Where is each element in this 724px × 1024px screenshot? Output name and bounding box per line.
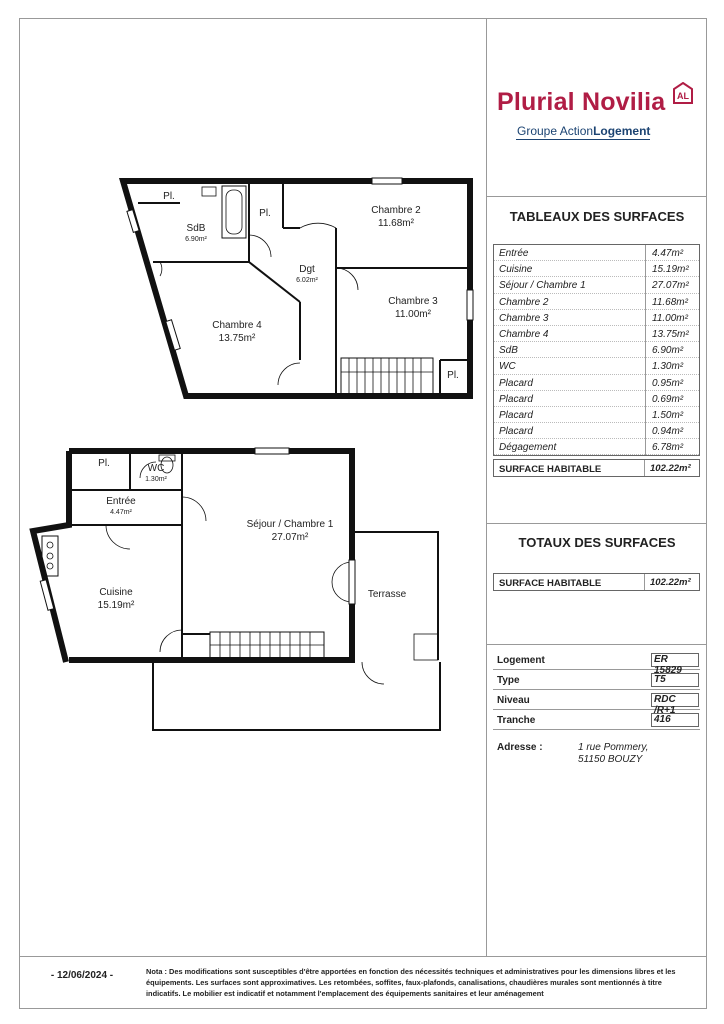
info-value: 416: [651, 713, 699, 727]
surfaces-total-label: SURFACE HABITABLE: [499, 464, 602, 475]
chambre3-label: Chambre 3: [388, 296, 438, 307]
surface-label: Placard: [499, 393, 533, 405]
window: [349, 560, 355, 604]
divider: [486, 196, 707, 197]
terrace-lower-outline: [153, 662, 440, 730]
divider: [486, 523, 707, 524]
brand-logo-text: AL: [677, 91, 689, 101]
surface-value: 0.95m²: [652, 377, 684, 389]
info-value: T5: [651, 673, 699, 687]
totals-row: [493, 573, 700, 591]
surfaces-table-row: [494, 439, 699, 455]
cuisine-area: 15.19m²: [97, 600, 135, 611]
sdb-area: 6.90m²: [185, 236, 207, 243]
upper-pl-mid: Pl.: [259, 208, 271, 219]
surface-value: 0.69m²: [652, 393, 684, 405]
surfaces-table-row: [494, 326, 699, 342]
upper-pl-top: Pl.: [163, 191, 175, 202]
entree-area: 4.47m²: [110, 509, 132, 516]
info-label: Type: [497, 675, 520, 686]
surface-label: Placard: [499, 426, 533, 438]
surfaces-table-row: [494, 407, 699, 423]
surface-value: 1.50m²: [652, 409, 684, 421]
surface-value: 6.78m²: [652, 442, 684, 454]
info-row: [493, 670, 700, 690]
surface-value: 27.07m²: [652, 280, 689, 292]
surface-label: Placard: [499, 409, 533, 421]
surface-label: Placard: [499, 377, 533, 389]
surface-label: Chambre 2: [499, 296, 549, 308]
totals-title: TOTAUX DES SURFACES: [518, 535, 676, 550]
surface-value: 6.90m²: [652, 345, 684, 357]
surface-label: Entrée: [499, 248, 529, 259]
brand-underline: [516, 139, 650, 140]
surface-value: 0.94m²: [652, 426, 684, 438]
surface-value: 1.30m²: [652, 361, 684, 373]
surface-value: 11.68m²: [652, 296, 688, 308]
info-table: [493, 650, 700, 730]
surfaces-table-row: [494, 310, 699, 326]
surfaces-total-value: 102.22m²: [650, 463, 691, 474]
sejour-label: Séjour / Chambre 1: [246, 519, 334, 530]
divider: [20, 956, 707, 957]
terrace-steps: [414, 634, 438, 660]
brand-group: Groupe ActionLogement: [517, 124, 651, 138]
surfaces-table-row: [494, 423, 699, 439]
surface-label: SdB: [499, 345, 518, 357]
door-arc: [362, 662, 384, 684]
info-row: [493, 710, 700, 730]
window: [372, 178, 402, 184]
surfaces-total-row: [493, 459, 700, 477]
dgt-label: Dgt: [299, 264, 315, 275]
chambre4-label: Chambre 4: [212, 320, 262, 331]
surface-value: 15.19m²: [652, 264, 689, 276]
surface-label: Séjour / Chambre 1: [499, 280, 586, 292]
surface-label: Chambre 3: [499, 312, 549, 324]
info-label: Niveau: [497, 695, 530, 706]
chambre4-area: 13.75m²: [218, 333, 256, 344]
address-line2: 51150 BOUZY: [578, 754, 643, 765]
lower-pl-label: Pl.: [98, 458, 110, 469]
brand-logo-icon: [673, 82, 693, 104]
address-value: [578, 742, 648, 766]
info-row: [493, 690, 700, 716]
surfaces-table-row: [494, 375, 699, 391]
totals-label: SURFACE HABITABLE: [499, 578, 602, 589]
surface-value: 4.47m²: [652, 248, 684, 259]
wc-area: 1.30m²: [145, 476, 167, 483]
chambre3-area: 11.00m²: [395, 309, 431, 320]
divider: [486, 644, 707, 645]
surface-value: 13.75m²: [652, 328, 689, 340]
address-line1: 1 rue Pommery,: [578, 742, 649, 753]
surfaces-table-row: [494, 358, 699, 374]
surface-label: Cuisine: [499, 264, 533, 276]
surfaces-table: [493, 244, 700, 456]
surfaces-table-row: [494, 342, 699, 358]
info-value: ER 15829: [651, 653, 699, 667]
entree-label: Entrée: [106, 496, 136, 507]
note: Nota : Des modifications sont susceptibles d'être apportées en fonction des nécessités techniques et administratives pour les dimensions libres et les équipements. Les surfaces sont approximatives. Les retombées, soffites, faux-plafonds, canalisations, chaudières murales sont mentionnés à titre indicatifs. Le mobilier est indicatif et notamment l'emplacement des équipements sanitaires et leur aménagement: [146, 967, 676, 998]
surfaces-table-row: [494, 245, 699, 261]
sdb-label: SdB: [186, 223, 206, 234]
surface-label: Dégagement: [499, 442, 557, 454]
column-divider: [486, 18, 487, 956]
wc-label: WC: [147, 463, 165, 474]
info-value: RDC /R+1: [651, 693, 699, 707]
cuisine-label: Cuisine: [99, 587, 133, 598]
surface-label: Chambre 4: [499, 328, 549, 340]
info-row: [493, 650, 700, 676]
window: [255, 448, 289, 454]
window: [467, 290, 473, 320]
sejour-area: 27.07m²: [271, 532, 309, 543]
terrasse-label: Terrasse: [367, 589, 407, 600]
lower-outer-wall: [69, 451, 352, 660]
kitchen-wall: [33, 451, 69, 662]
surface-value: 11.00m²: [652, 312, 688, 324]
surfaces-table-row: [494, 261, 699, 277]
surfaces-table-row: [494, 277, 699, 293]
totals-value: 102.22m²: [650, 577, 691, 588]
chambre2-label: Chambre 2: [371, 205, 421, 216]
surface-label: WC: [499, 361, 516, 373]
address-label: Adresse :: [497, 742, 543, 753]
upper-pl-right: Pl.: [447, 370, 459, 381]
brand-name: Plurial Novilia: [497, 88, 666, 116]
surfaces-table-row: [494, 391, 699, 407]
surfaces-table-title: TABLEAUX DES SURFACES: [509, 209, 685, 224]
dgt-area: 6.02m²: [296, 277, 318, 284]
date: - 12/06/2024 -: [50, 970, 114, 981]
chambre2-area: 11.68m²: [378, 218, 414, 229]
info-label: Logement: [497, 655, 545, 666]
floor-plan: [20, 19, 486, 956]
surfaces-table-row: [494, 294, 699, 310]
info-label: Tranche: [497, 715, 536, 726]
